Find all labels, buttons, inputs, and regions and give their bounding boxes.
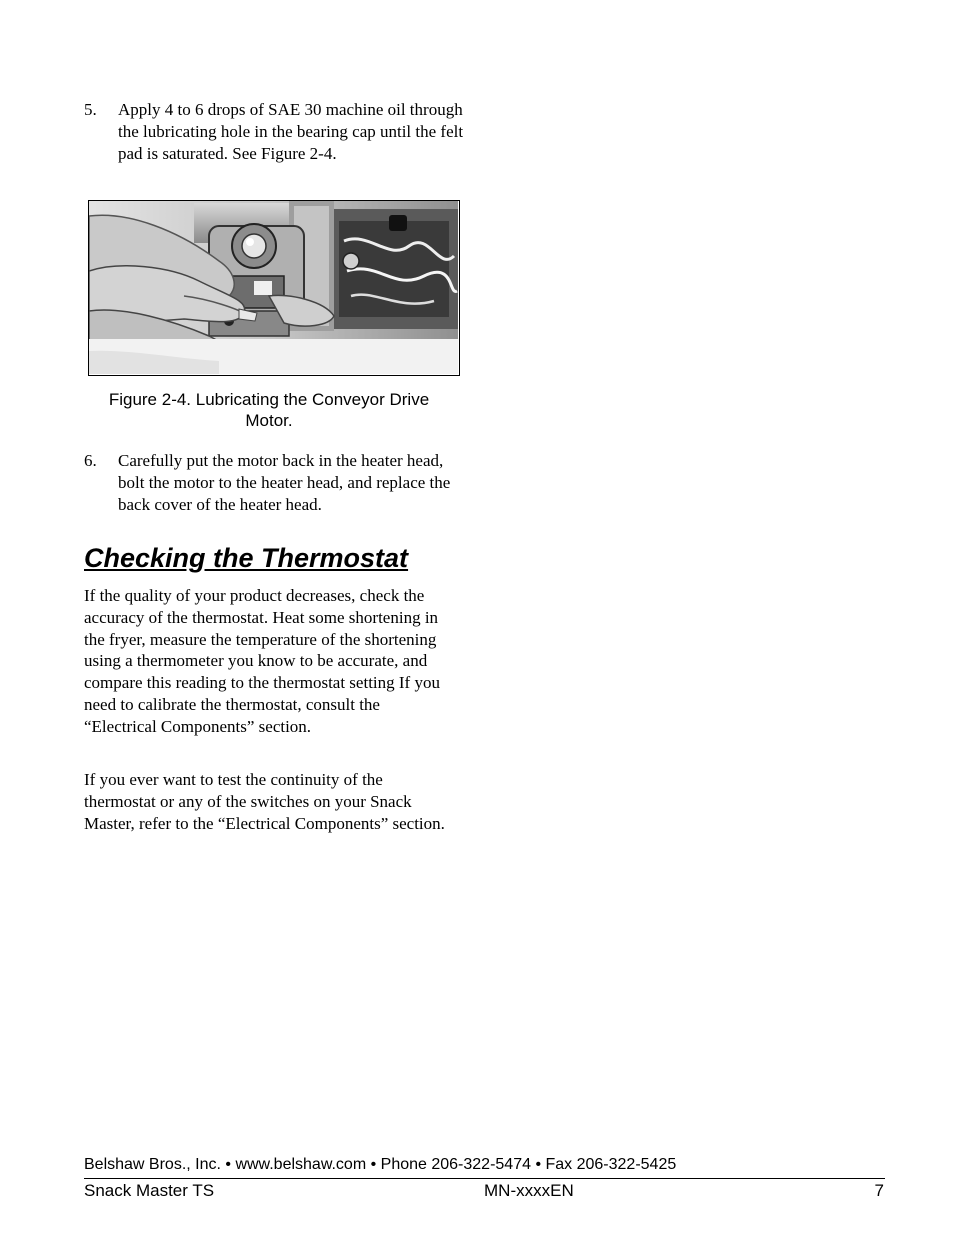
figure-caption: Figure 2-4. Lubricating the Conveyor Drive Motor. [108,390,430,430]
step-number: 5. [84,100,97,119]
paragraph: If the quality of your product decreases, check the accuracy of the thermostat. Heat some shortening in the fryer, measure the temperature of the shortening using a thermometer you know to be accurate, and compare this reading to the thermostat setting If you need to calibrate the thermostat, consult the “Electrical Components” section. [84,586,440,736]
footer-contact: Belshaw Bros., Inc. • www.belshaw.com • Phone 206-322-5474 • Fax 206-322-5425 [84,1156,677,1173]
figure-lubricating-motor-photo [88,200,460,376]
footer-product: Snack Master TS [84,1181,215,1200]
paragraph: If you ever want to test the continuity of the thermostat or any of the switches on your Snack Master, refer to the “Electrical Components” section. [84,770,445,833]
footer-bar [84,1180,884,1202]
footer-doc-number: MN-xxxxEN [484,1181,574,1200]
step-text: Apply 4 to 6 drops of SAE 30 machine oil through the lubricating hole in the bearing cap until the felt pad is saturated. See Figure 2-4. [118,100,464,163]
motor-photo-illustration [89,201,458,374]
step-text: Carefully put the motor back in the heater head, bolt the motor to the heater head, and replace the back cover of the heater head. [118,451,451,514]
footer-divider [84,1178,885,1179]
section-heading: Checking the Thermostat [84,543,409,573]
page-number: 7 [874,1181,884,1200]
step-number: 6. [84,451,97,470]
